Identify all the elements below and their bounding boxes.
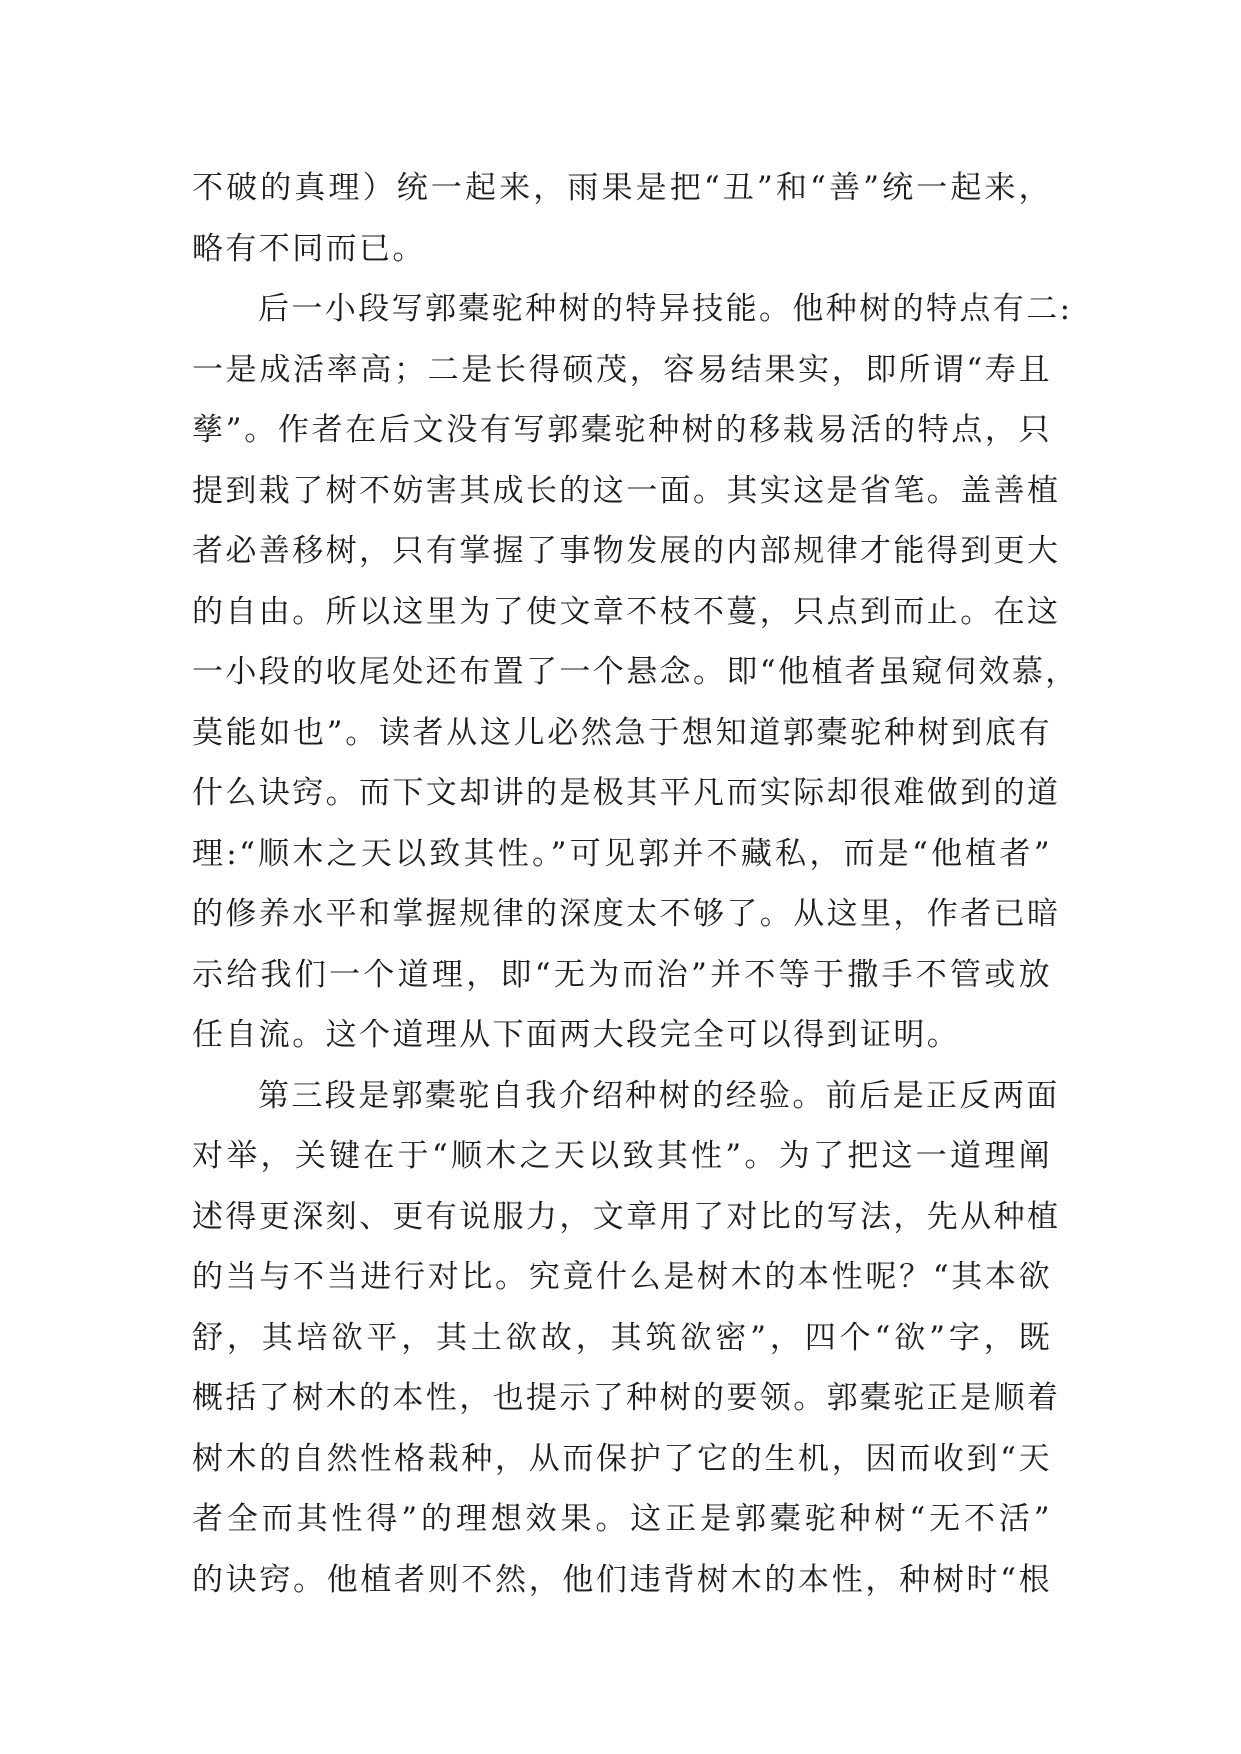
text-line: 第三段是郭橐驼自我介绍种树的经验。前后是正反两面: [258, 1077, 1060, 1114]
text-line: 任自流。这个道理从下面两大段完全可以得到证明。: [192, 1017, 961, 1053]
text-line: 理:“顺木之天以致其性。”可见郭并不藏私，而是“他植者”: [192, 835, 1052, 872]
text-line: 什么诀窍。而下文却讲的是极其平凡而实际却很难做到的道: [192, 775, 1061, 811]
text-line: 舒，其培欲平，其土欲故，其筑欲密”，四个“欲”字，既: [192, 1319, 1052, 1356]
text-line: 提到栽了树不妨害其成长的这一面。其实这是省笔。盖善植: [192, 472, 1061, 509]
text-line: 后一小段写郭橐驼种树的特异技能。他种树的特点有二:: [258, 291, 1073, 327]
paragraph-3: [192, 1066, 1061, 1611]
text-line: 对举，关键在于“顺木之天以致其性”。为了把这一道理阐: [192, 1138, 1052, 1174]
document-body: [192, 158, 1079, 1610]
text-line: 莫能如也”。读者从这儿必然急于想知道郭橐驼种树到底有: [192, 714, 1052, 751]
text-line: 示给我们一个道理，即“无为而治”并不等于撒手不管或放: [192, 956, 1052, 993]
text-line: 概括了树木的本性，也提示了种树的要领。郭橐驼正是顺着: [192, 1380, 1061, 1416]
text-line: 一是成活率高；二是长得硕茂，容易结果实，即所谓“寿且: [192, 351, 1052, 388]
text-line: 的修养水平和掌握规律的深度太不够了。从这里，作者已暗: [192, 896, 1061, 932]
text-line: 述得更深刻、更有说服力，文章用了对比的写法，先从种植: [192, 1198, 1061, 1235]
text-line: 树木的自然性格栽种，从而保护了它的生机，因而收到“天: [192, 1440, 1052, 1477]
text-line: 不破的真理）统一起来，雨果是把“丑”和“善”统一起来，: [192, 170, 1052, 206]
text-line: 的诀窍。他植者则不然，他们违背树木的本性，种树时“根: [192, 1561, 1052, 1598]
paragraph-2: [192, 279, 1079, 1066]
text-line: 略有不同而已。: [192, 230, 426, 267]
text-line: 者全而其性得”的理想效果。这正是郭橐驼种树“无不活”: [192, 1501, 1052, 1537]
text-line: 一小段的收尾处还布置了一个悬念。即“他植者虽窥伺效慕，: [192, 654, 1079, 690]
text-line: 者必善移树，只有掌握了事物发展的内部规律才能得到更大: [192, 533, 1061, 569]
text-line: 的当与不当进行对比。究竟什么是树木的本性呢？“其本欲: [192, 1259, 1052, 1295]
text-line: 孳”。作者在后文没有写郭橐驼种树的移栽易活的特点，只: [192, 412, 1052, 448]
paragraph-1: [192, 158, 1052, 279]
text-line: 的自由。所以这里为了使文章不枝不蔓，只点到而止。在这: [192, 593, 1061, 630]
